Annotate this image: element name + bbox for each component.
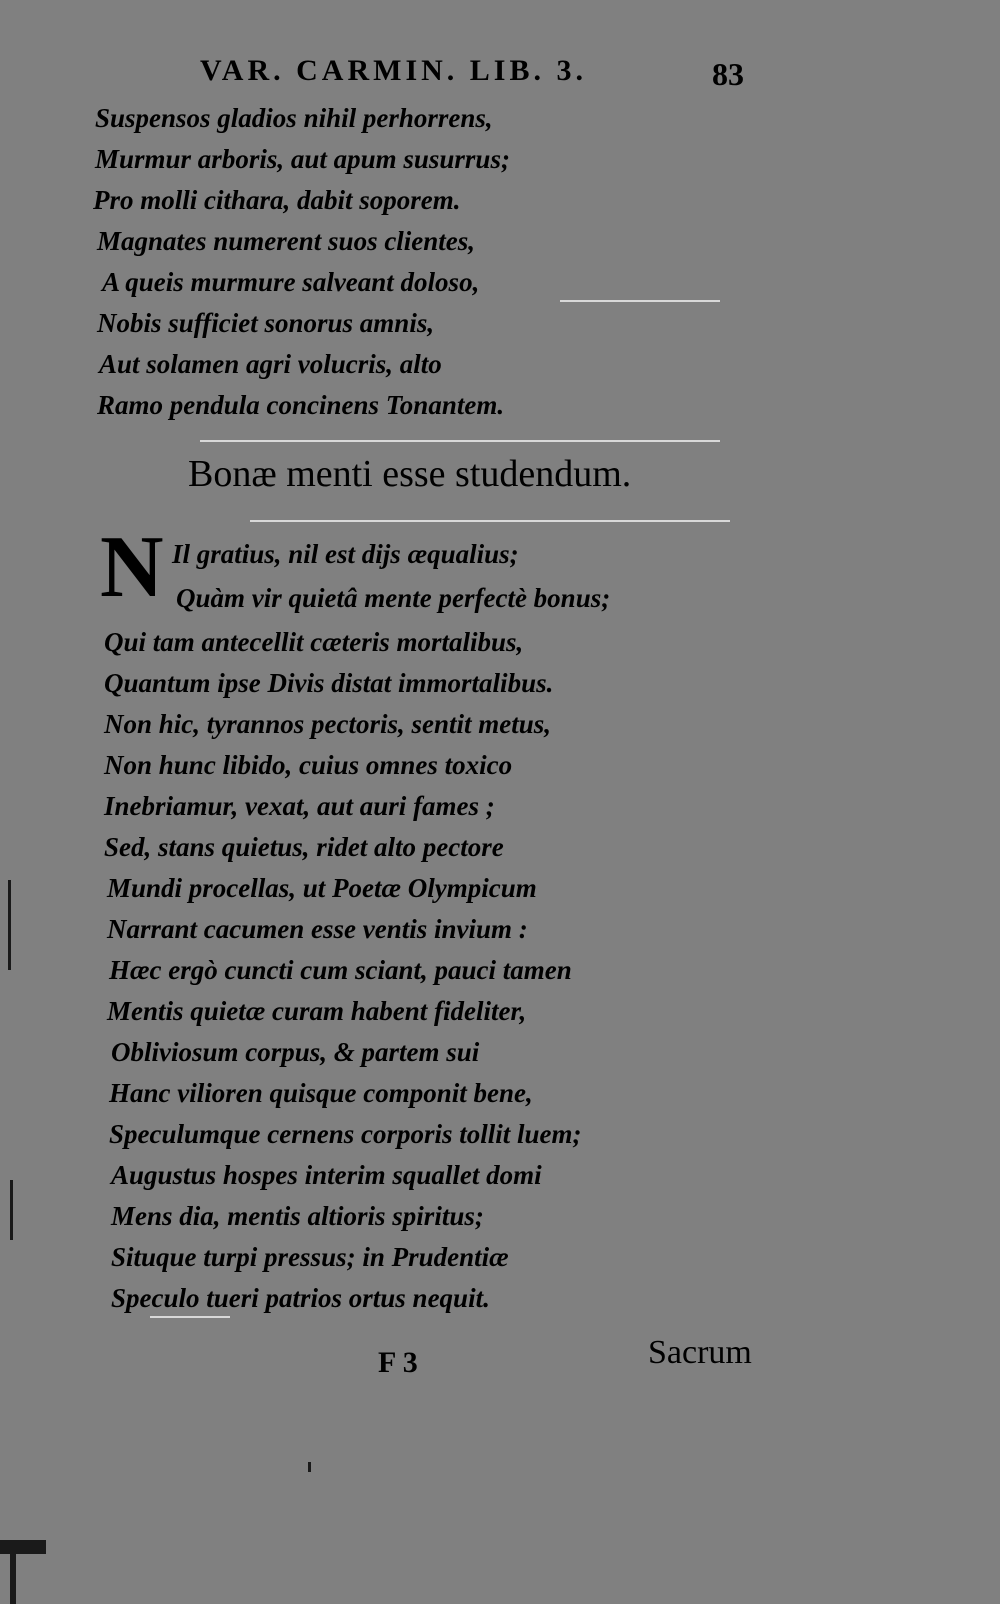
verse-line: Quàm vir quietâ mente perfectè bonus;: [176, 583, 611, 613]
verse-line: Non hunc libido, cuius omnes toxico: [104, 750, 513, 780]
section-title: Bonæ menti esse studendum.: [188, 453, 632, 495]
scan-artifact: [150, 1316, 230, 1318]
scan-artifact: [10, 1550, 16, 1604]
verse-line: Sed, stans quietus, ridet alto pectore: [104, 832, 504, 862]
verse-line: Ramo pendula concinens Tonantem.: [97, 390, 505, 420]
verse-line: Narrant cacumen esse ventis invium :: [107, 914, 528, 944]
verse-line: Suspensos gladios nihil perhorrens,: [95, 103, 493, 133]
catchword: Sacrum: [648, 1334, 752, 1371]
verse-line: Magnates numerent suos clientes,: [97, 226, 476, 256]
verse-line: Obliviosum corpus, & partem sui: [111, 1037, 480, 1067]
verse-line: Mens dia, mentis altioris spiritus;: [111, 1201, 484, 1231]
scan-artifact: [10, 1180, 13, 1240]
verse-line: Hanc vilioren quisque componit bene,: [109, 1078, 533, 1108]
signature-mark: F 3: [378, 1346, 418, 1379]
scan-artifact: [250, 520, 730, 522]
scan-artifact: [0, 1540, 46, 1554]
verse-line: Murmur arboris, aut apum susurrus;: [95, 144, 510, 174]
drop-cap: N: [100, 519, 164, 616]
verse-line: A queis murmure salveant doloso,: [102, 267, 480, 297]
verse-line: Pro molli cithara, dabit soporem.: [93, 185, 461, 215]
scan-artifact: [308, 1462, 311, 1472]
verse-line: Aut solamen agri volucris, alto: [99, 349, 442, 379]
verse-line: Situque turpi pressus; in Prudentiæ: [111, 1242, 509, 1272]
verse-line: Il gratius, nil est dijs æqualius;: [172, 539, 519, 569]
scan-artifact: [8, 880, 11, 970]
verse-line: Mentis quietæ curam habent fideliter,: [107, 996, 527, 1026]
running-head: VAR. CARMIN. LIB. 3.: [200, 54, 587, 87]
page-number: 83: [712, 56, 744, 92]
verse-line: Hæc ergò cuncti cum sciant, pauci tamen: [109, 955, 572, 985]
verse-line: Inebriamur, vexat, aut auri fames ;: [104, 791, 495, 821]
verse-line: Nobis sufficiet sonorus amnis,: [97, 308, 435, 338]
verse-line: Speculo tueri patrios ortus nequit.: [111, 1283, 490, 1313]
verse-line: Speculumque cernens corporis tollit luem;: [109, 1119, 582, 1149]
verse-line: Mundi procellas, ut Poetæ Olympicum: [107, 873, 537, 903]
scan-artifact: [560, 300, 720, 302]
verse-line: Augustus hospes interim squallet domi: [111, 1160, 542, 1190]
verse-line: Quantum ipse Divis distat immortalibus.: [104, 668, 554, 698]
scan-artifact: [200, 440, 720, 442]
verse-line: Non hic, tyrannos pectoris, sentit metus,: [104, 709, 552, 739]
verse-line: Qui tam antecellit cæteris mortalibus,: [104, 627, 524, 657]
